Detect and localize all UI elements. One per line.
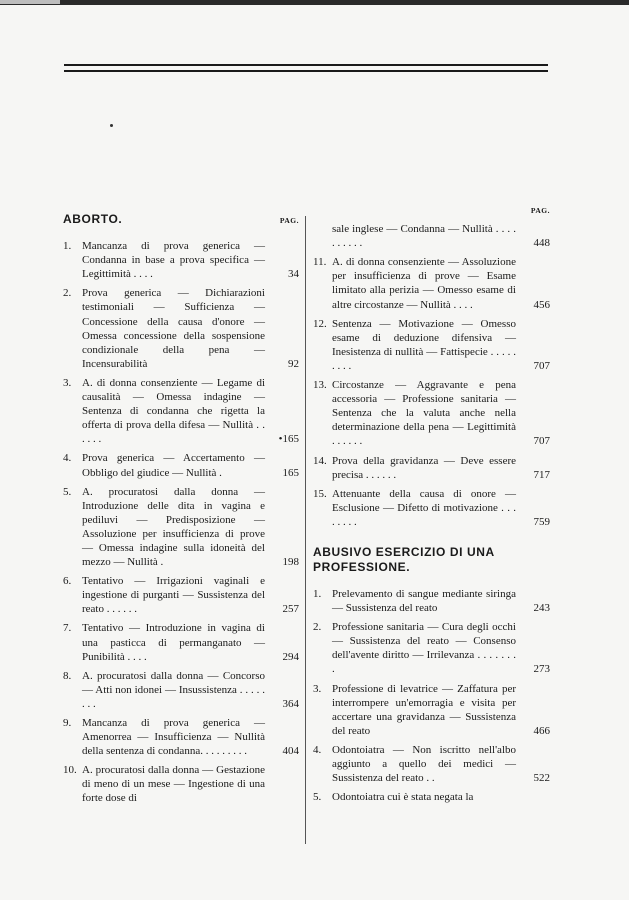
entry-body (332, 487, 550, 529)
entry-text: A. di donna consenziente — Assoluzione per insufficienza di prove — Esame limitato alla perizia — Omesso esame di altre circostanze — Nullità . . . . (332, 256, 516, 311)
page-number: 717 (533, 468, 550, 481)
page-number: 257 (282, 603, 299, 616)
entry-text: Mancanza di prova generica — Amenorrea — Insufficienza — Nullità della sentenza di condanna. . . . . . . . . (82, 717, 265, 758)
entry-number: 8. (63, 669, 72, 682)
entry-text: Circostanze — Aggravante e pena accessoria — Professione sanitaria — Sentenza che la valuta anche nella determinazione della pena — Legittimità . . . . . . (332, 379, 516, 448)
index-entry (63, 451, 299, 479)
top-scan-strip (0, 0, 629, 5)
header-rule-bottom (64, 70, 548, 72)
entry-body (332, 682, 550, 738)
page-number: 707 (533, 435, 550, 448)
right-column (313, 206, 550, 809)
page-number: 165 (282, 466, 299, 479)
entry-body (82, 716, 299, 758)
entry-number: 4. (63, 452, 72, 465)
entry-text: A. procuratosi dalla donna — Introduzione delle dita in vagina e pediluvi — Predisposizione — Assoluzione per insufficienza di prove — Omessa indagine sulla idoneità del mezzo — Nullità . (82, 485, 265, 569)
entry-body (332, 790, 550, 804)
entry-text: Odontoiatra — Non iscritto nell'albo aggiunto a quello dei medici — Sussistenza del reato . . (332, 743, 516, 785)
entry-number: 2. (63, 287, 72, 300)
page-number: 34 (288, 268, 299, 281)
page-number: 707 (533, 359, 550, 372)
entry-number: 12. (313, 317, 327, 330)
index-entry (313, 682, 550, 738)
index-entry (313, 317, 550, 373)
entry-body (82, 669, 299, 711)
entry-number: 9. (63, 717, 72, 729)
entry-number: 5. (313, 791, 322, 804)
header-rule-top (64, 64, 548, 66)
index-entry (63, 376, 299, 446)
entry-body (332, 255, 550, 311)
entry-text: Tentativo — Introduzione in vagina di una pasticca di permanganato — Punibilità . . . . (82, 622, 265, 663)
entry-body (332, 743, 550, 785)
entry-text: Attenuante della causa di onore — Esclusione — Difetto di motivazione . . . . . . . . (332, 487, 516, 528)
entry-text: Mancanza di prova generica — Condanna in base a prova specifica — Legittimità . . . . (82, 240, 265, 281)
entry-body (332, 454, 550, 482)
entry-text: Professione sanitaria — Cura degli occhi — Sussistenza del reato — Consenso dell'avente diritto — Irrilevanza . . . . . . . . (332, 621, 516, 676)
entry-text: Sentenza — Motivazione — Omesso esame di deduzione difensiva — Inesistenza di nullità — Fattispecie . . . . . . . . . (332, 317, 516, 372)
index-entry (313, 620, 550, 676)
index-entry (313, 587, 550, 615)
entry-body (82, 763, 299, 805)
entry-text: A. procuratosi dalla donna — Gestazione di meno di un mese — Ingestione di una forte dose di (82, 764, 265, 805)
page-number: 404 (282, 745, 299, 758)
entry-body (82, 451, 299, 479)
entry-body (332, 378, 550, 448)
entry-number: 3. (63, 376, 72, 389)
page-number: 243 (533, 602, 550, 615)
entry-number: 1. (313, 587, 322, 600)
left-column (63, 212, 299, 811)
entry-body (332, 317, 550, 373)
entry-body (332, 620, 550, 676)
entry-number: 4. (313, 743, 322, 756)
index-entry (63, 485, 299, 570)
ink-speck (110, 124, 113, 127)
page-number: 294 (282, 650, 299, 663)
entry-text: A. procuratosi dalla donna — Concorso — Atti non idonei — Insussistenza . . . . . . . . (82, 669, 265, 710)
section-title: ABORTO. (63, 212, 123, 226)
top-scan-strip-light (0, 0, 60, 4)
page-number: 759 (533, 515, 550, 528)
pag-label-right: PAG. (530, 206, 550, 215)
index-entry (313, 487, 550, 529)
entry-body (82, 485, 299, 570)
entry-body (332, 587, 550, 615)
index-entry (313, 743, 550, 785)
page-number: 466 (533, 724, 550, 737)
entry-text: Professione di levatrice — Zaffatura per interrompere un'emorragia e visita per accertare una gravidanza — Sussistenza del reato (332, 682, 516, 737)
entry-number: 6. (63, 575, 72, 588)
entry-body (82, 376, 299, 446)
page-number: 364 (282, 697, 299, 710)
entry-number: 10. (63, 764, 77, 777)
page-number: 522 (533, 772, 550, 785)
entry-number: 2. (313, 621, 322, 634)
entry-text: sale inglese — Condanna — Nullità . . . . . . . . . . (332, 223, 516, 250)
entry-list (313, 255, 550, 529)
entry-text: Prova generica — Accertamento — Obbligo del giudice — Nullità . (82, 452, 265, 479)
index-entry (313, 790, 550, 804)
index-entry (63, 669, 299, 711)
section-title: ABUSIVO ESERCIZIO DI UNA PROFESSIONE. (313, 544, 495, 574)
index-entry (63, 621, 299, 663)
entry-body (82, 574, 299, 616)
entry-text: A. di donna consenziente — Legame di causalità — Omessa indagine — Sentenza di condanna che rigetta la offerta di prova della difesa — Nullità . . . . . . (82, 376, 265, 446)
index-entry (313, 255, 550, 311)
entry-body (82, 239, 299, 281)
index-entry (63, 574, 299, 616)
entry-text: Prova generica — Dichiarazioni testimoniali — Sufficienza — Concessione della causa d'onore — Omessa concessione della sospensione condizionale della pena — Incensurabilità (82, 287, 265, 370)
index-entry (313, 454, 550, 482)
entry-number: 3. (313, 682, 322, 695)
index-entry (63, 286, 299, 371)
entry-list (313, 587, 550, 804)
entry-body (82, 621, 299, 663)
index-entry (63, 239, 299, 281)
page-number: 456 (533, 298, 550, 311)
section-header-aborto (63, 212, 299, 228)
index-entry (313, 378, 550, 448)
entry-list (63, 239, 299, 805)
continued-entry (332, 222, 550, 250)
index-entry (63, 716, 299, 758)
entry-text: Tentativo — Irrigazioni vaginali e ingestione di purganti — Sussistenza del reato . . . . . . (82, 575, 265, 616)
column-divider (305, 216, 306, 844)
entry-number: 7. (63, 622, 72, 635)
entry-number: 15. (313, 487, 327, 500)
page-number: 448 (533, 237, 550, 250)
entry-text: Prelevamento di sangue mediante siringa — Sussistenza del reato (332, 587, 516, 615)
index-entry (63, 763, 299, 805)
entry-body (82, 286, 299, 371)
entry-number: 13. (313, 379, 327, 392)
entry-number: 11. (313, 256, 327, 269)
section-abusivo (313, 545, 550, 804)
entry-text: Odontoiatra cui è stata negata la (332, 791, 474, 804)
page-number: •165 (278, 433, 299, 446)
entry-number: 1. (63, 240, 72, 253)
page-number: 92 (288, 357, 299, 370)
entry-text: Prova della gravidanza — Deve essere precisa . . . . . . (332, 454, 516, 481)
page-number: 198 (282, 556, 299, 569)
pag-label: PAG. (279, 216, 299, 225)
entry-number: 14. (313, 454, 327, 467)
page-number: 273 (533, 663, 550, 676)
entry-number: 5. (63, 485, 72, 498)
